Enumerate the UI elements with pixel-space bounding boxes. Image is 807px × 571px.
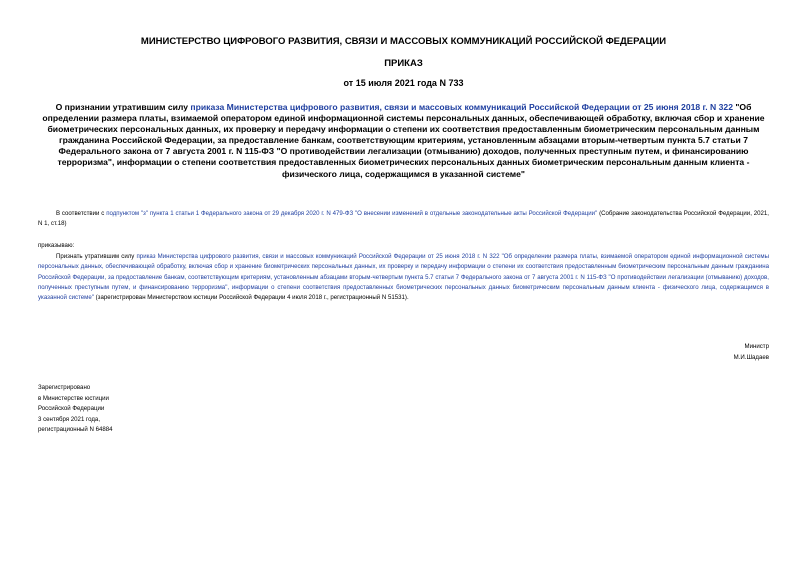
- registration-block: [38, 383, 238, 436]
- title-link[interactable]: приказа Министерства цифрового развития, связи и массовых коммуникаций Российской Федерации от 25 июня 2018 г. N 322: [190, 102, 733, 112]
- ministry-heading: МИНИСТЕРСТВО ЦИФРОВОГО РАЗВИТИЯ, СВЯЗИ И МАССОВЫХ КОММУНИКАЦИЙ РОССИЙСКОЙ ФЕДЕРАЦИИ: [140, 36, 667, 47]
- para1-prefix: В соответствии с: [56, 210, 107, 217]
- title-prefix: О признании утратившим силу: [55, 102, 191, 112]
- paragraph-basis: [38, 209, 769, 230]
- registration-line-2: в Министерстве юстиции: [38, 394, 109, 402]
- document-title: [38, 102, 769, 180]
- document-type-heading: ПРИКАЗ: [384, 58, 423, 69]
- signature-position: Министр: [744, 343, 769, 350]
- order-word: приказываю:: [38, 242, 75, 249]
- signature-name: М.И.Шадаев: [733, 353, 769, 361]
- signature-block: [569, 342, 769, 363]
- para2-prefix: Признать утратившим силу: [56, 253, 137, 260]
- para2-suffix: (зарегистрирован Министерством юстиции Российской Федерации 4 июля 2018 г., регистрационный N 51531).: [93, 294, 409, 302]
- registration-line-4: 3 сентября 2021 года,: [38, 415, 101, 423]
- registration-line-1: Зарегистрировано: [38, 384, 91, 391]
- registration-line-5: регистрационный N 64884: [38, 426, 113, 433]
- para2-link[interactable]: приказ Министерства цифрового развития, связи и массовых коммуникаций Российской Федерации от 25 июня 2018 г. N 322 "Об определении размера платы, взимаемой оператором единой информационной системы персональных данных, обеспечивающей обработку, включая сбор и хранение биометрических персональных данных, их проверку и передачу информации о степени их соответствия предоставленным биометрическим персональным данным гражданина Российской Федерации, за предоставление банкам, соответствующим критериям, установленным абзацами вторым-четвертым пункта 5.7 статьи 7 Федерального закона от 7 августа 2001 г. N 115-ФЗ "О противодействии легализации (отмыванию) доходов, полученных преступным путем, и финансированию терроризма", информации о степени соответствия предоставленных биометрических персональных данных биометрическим персональным данным клиента - физического лица, содержащимся в указанной системе": [38, 253, 769, 302]
- paragraph-repeal: [38, 252, 769, 303]
- para1-link[interactable]: подпунктом "з" пункта 1 статьи 1 Федерального закона от 29 декабря 2020 г. N 479-ФЗ "О внесении изменений в отдельные законодательные акты Российской Федерации": [106, 210, 598, 217]
- title-suffix: "Об определении размера платы, взимаемой оператором единой информационной системы персональных данных, обеспечивающей обработку, включая сбор и хранение биометрических персональных данных, их проверку и передачу информации о степени их соответствия предоставленным биометрическим персональным данным гражданина Российской Федерации, за предоставление банкам, соответствующим критериям, установленным абзацами вторым-четвертым пункта 5.7 статьи 7 Федерального закона от 7 августа 2001 г. N 115-ФЗ "О противодействии легализации (отмыванию) доходов, полученных преступным путем, и финансированию терроризма", информации о степени соответствия предоставленных биометрических персональных данных биометрическим персональным данным клиента - физического лица, содержащимся в указанной системе": [42, 102, 765, 179]
- registration-line-3: Российской Федерации: [38, 405, 105, 412]
- para1-suffix: (Собрание законодательства Российской Федерации, 2021, N 1, ст.18): [38, 210, 769, 228]
- document-date-number: от 15 июля 2021 года N 733: [343, 78, 464, 88]
